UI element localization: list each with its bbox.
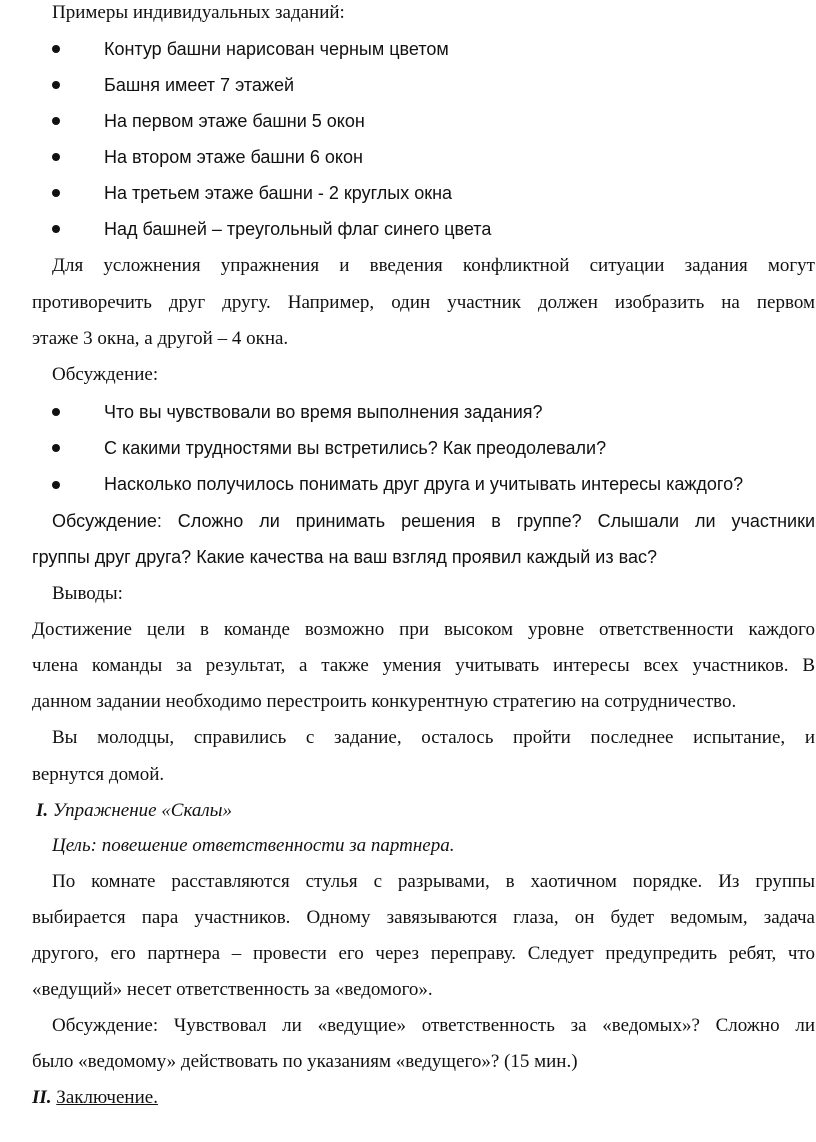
conclusions-heading: Выводы: xyxy=(52,583,123,604)
final-numeral: II. xyxy=(32,1087,52,1108)
bullet-icon xyxy=(52,153,60,161)
paragraph-line: данном задании необходимо перестроить конкурентную стратегию на сотрудничество. xyxy=(32,691,737,712)
bullet-icon xyxy=(52,189,60,197)
exercise-heading xyxy=(36,799,232,823)
paragraph-line: Обсуждение: Чувствовал ли «ведущие» ответственность за «ведомых»? Сложно ли xyxy=(52,1015,815,1036)
task-item: Контур башни нарисован черным цветом xyxy=(104,39,449,59)
paragraph-line: Вы молодцы, справились с задание, осталось пройти последнее испытание, и xyxy=(52,727,815,748)
paragraph-line: вернутся домой. xyxy=(32,764,165,785)
bullet-icon xyxy=(52,81,60,89)
paragraph-line: Обсуждение: Сложно ли принимать решения в группе? Слышали ли участники xyxy=(52,511,815,531)
bullet-icon xyxy=(52,45,60,53)
paragraph-line: выбирается пара участников. Одному завязываются глаза, он будет ведомым, задача xyxy=(32,907,815,928)
paragraph-line: «ведущий» несет ответственность за «ведомого». xyxy=(32,979,433,1000)
exercise-title: Упражнение «Скалы» xyxy=(52,800,233,821)
discussion-heading: Обсуждение: xyxy=(52,364,159,385)
paragraph-line: этаже 3 окна, а другой – 4 окна. xyxy=(32,328,289,349)
exercise-numeral: I. xyxy=(36,800,49,821)
paragraph-line: Достижение цели в команде возможно при высоком уровне ответственности каждого xyxy=(32,619,815,640)
examples-heading: Примеры индивидуальных заданий: xyxy=(52,2,345,23)
bullet-icon xyxy=(52,444,60,452)
bullet-icon xyxy=(52,117,60,125)
paragraph-line: Для усложнения упражнения и введения конфликтной ситуации задания могут xyxy=(52,255,815,276)
goal-text: Цель: повешение ответственности за партнера. xyxy=(52,835,455,856)
paragraph-line: другого, его партнера – провести его через переправу. Следует предупредить ребят, что xyxy=(32,943,815,964)
paragraph-line: группы друг друга? Какие качества на ваш взгляд проявил каждый из вас? xyxy=(32,547,657,567)
task-item: На втором этаже башни 6 окон xyxy=(104,147,363,167)
paragraph-line: члена команды за результат, а также умения учитывать интересы всех участников. В xyxy=(32,655,815,676)
final-heading xyxy=(32,1086,158,1110)
bullet-icon xyxy=(52,408,60,416)
paragraph-line: По комнате расставляются стулья с разрывами, в хаотичном порядке. Из группы xyxy=(52,871,815,892)
task-item: Над башней – треугольный флаг синего цвета xyxy=(104,219,492,239)
bullet-icon xyxy=(52,481,60,489)
paragraph-line: было «ведомому» действовать по указаниям «ведущего»? (15 мин.) xyxy=(32,1051,578,1072)
task-item: На первом этаже башни 5 окон xyxy=(104,111,365,131)
discussion-item: С какими трудностями вы встретились? Как преодолевали? xyxy=(104,438,607,458)
task-item: На третьем этаже башни - 2 круглых окна xyxy=(104,183,453,203)
paragraph-line: противоречить друг другу. Например, один участник должен изобразить на первом xyxy=(32,292,815,313)
discussion-item: Насколько получилось понимать друг друга и учитывать интересы каждого? xyxy=(104,474,744,494)
bullet-icon xyxy=(52,225,60,233)
task-item: Башня имеет 7 этажей xyxy=(104,75,295,95)
discussion-item: Что вы чувствовали во время выполнения задания? xyxy=(104,402,543,422)
final-title: Заключение. xyxy=(56,1087,158,1108)
